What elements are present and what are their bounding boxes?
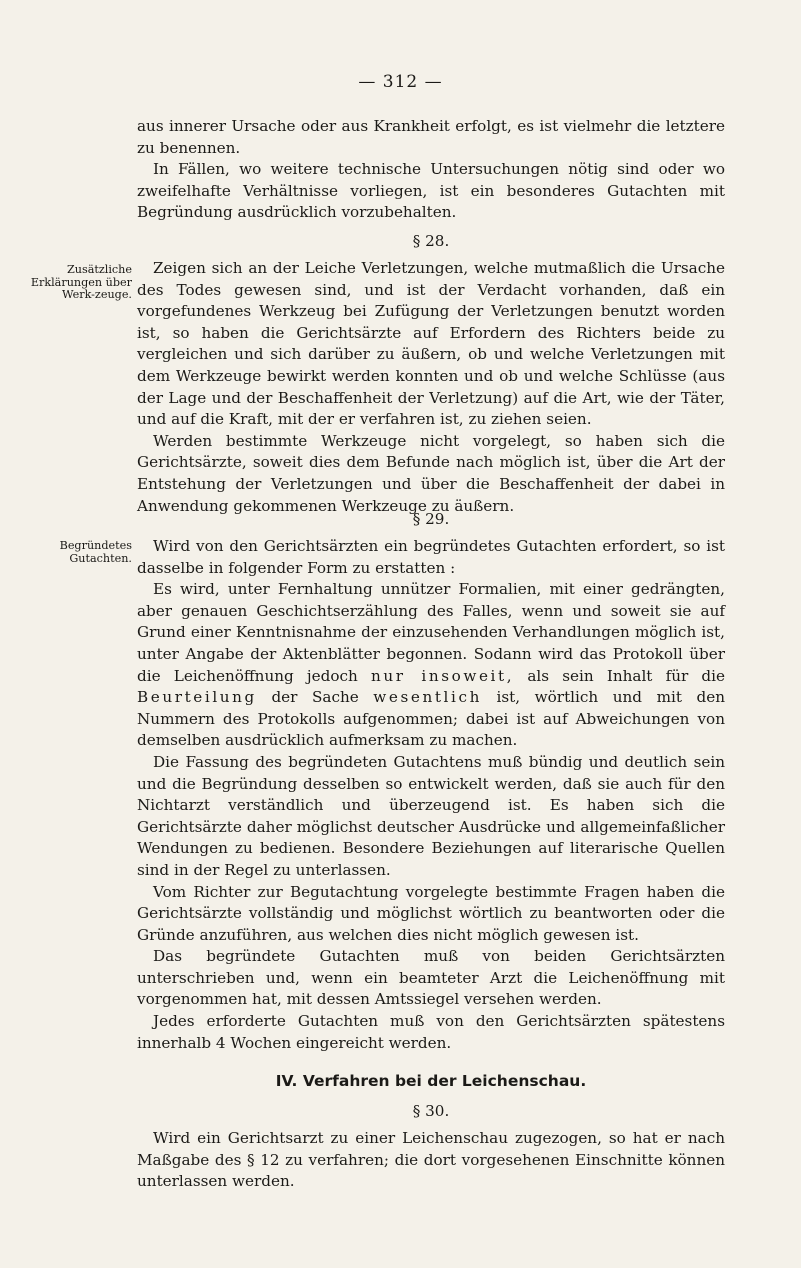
section-29-paragraph-2-part-d: ist, wörtlich und mit den Nummern des Protokolls aufgenommen; dabei ist auf Abweichungen von demselben ausdrücklich aufmerksam zu machen. <box>137 688 725 750</box>
section-30-paragraph-1: Wird ein Gerichtsarzt zu einer Leichenschau zugezogen, so hat er nach Maßgabe des § 12 zu verfahren; die dort vorgesehenen Einschnitte können unterlassen werden. <box>137 1129 725 1191</box>
section-29-paragraph-1: Wird von den Gerichtsärzten ein begründetes Gutachten erfordert, so ist dasselbe in folgender Form zu erstatten : <box>137 537 725 577</box>
emphasis-beurteilung: Beurteilung <box>137 688 257 707</box>
section-28-text <box>137 258 725 517</box>
section-28-heading: § 28. <box>412 232 450 250</box>
intro-text <box>137 116 725 224</box>
section-29-paragraph-3: Die Fassung des begründeten Gutachtens muß bündig und deutlich sein und die Begründung desselben so entwickelt werden, daß sie auch für den Nichtarzt verständlich und überzeugend ist. Es haben sich die Gerichtsärzte daher möglichst deutscher Ausdrücke und allgemeinfaßlicher Wendungen zu bedienen. Besondere Beziehungen auf literarische Quellen sind in der Regel zu unterlassen. <box>137 752 725 879</box>
emphasis-nur-insoweit: nur insoweit, <box>370 666 515 685</box>
emphasis-wesentlich: wesentlich <box>373 688 482 707</box>
page-number: — 312 — <box>358 72 443 92</box>
section-29-paragraph-2 <box>137 579 725 752</box>
section-29-paragraph-2-part-a: Es wird, unter Fernhaltung unnützer Formalien, mit einer gedrängten, aber genauen Geschichtserzählung des Falles, wenn und soweit sie auf Grund einer Kenntnisnahme der einzusehenden Verhandlungen möglich ist, unter Angabe der Aktenblätter begonnen. Sodann wird das Protokoll über die Leichenöffnung jedoch <box>137 580 725 685</box>
section-29-paragraph-4: Vom Richter zur Begutachtung vorgelegte bestimmte Fragen haben die Gerichtsärzte vollständig und möglichst wörtlich zu beantworten oder die Gründe anzuführen, aus welchen dies nicht möglich gewesen ist. <box>137 882 725 944</box>
section-30-heading: § 30. <box>412 1102 450 1120</box>
section-29-paragraph-6: Jedes erforderte Gutachten muß von den Gerichtsärzten spätestens innerhalb 4 Wochen eingereicht werden. <box>137 1012 725 1052</box>
section-29-paragraph-2-part-c: der Sache <box>271 688 359 707</box>
section-29-margin-note: Begründetes Gutachten. <box>59 539 132 565</box>
section-29-paragraph-2-part-b: als sein Inhalt für die <box>527 666 726 685</box>
section-28-paragraph-1: Zeigen sich an der Leiche Verletzungen, welche mutmaßlich die Ursache des Todes gewesen sind, und ist der Verdacht vorhanden, daß ein vorgefundenes Werkzeug bei Zufügung der Verletzungen benutzt worden ist, so haben die Gerichtsärzte auf Erfordern des Richters beide zu vergleichen und sich darüber zu äußern, ob und welche Verletzungen mit dem Werkzeuge bewirkt werden konnten und ob und welche Schlüsse (aus der Lage und der Beschaffenheit der Verletzung) auf die Art, wie der Täter, und auf die Kraft, mit der er verfahren ist, zu ziehen seien. <box>137 259 725 429</box>
chapter-4-heading: IV. Verfahren bei der Leichenschau. <box>275 1072 587 1090</box>
section-30-text <box>137 1128 725 1193</box>
section-28-margin-note: Zusätzliche Erklärungen über Werk-zeuge. <box>30 263 132 301</box>
intro-paragraph-2: In Fällen, wo weitere technische Untersuchungen nötig sind oder wo zweifelhafte Verhältnisse vorliegen, ist ein besonderes Gutachten mit Begründung ausdrücklich vorzubehalten. <box>137 160 725 222</box>
section-28-paragraph-2: Werden bestimmte Werkzeuge nicht vorgelegt, so haben sich die Gerichtsärzte, soweit dies dem Befunde nach möglich ist, über die Art der Entstehung der Verletzungen und über die Beschaffenheit der dabei in Anwendung gekommenen Werkzeuge zu äußern. <box>137 431 725 515</box>
section-29-heading: § 29. <box>412 510 450 528</box>
section-29-paragraph-5: Das begründete Gutachten muß von beiden Gerichtsärzten unterschrieben und, wenn ein beamteter Arzt die Leichenöffnung mit vorgenommen hat, mit dessen Amtssiegel versehen werden. <box>137 947 725 1009</box>
section-29-text <box>137 536 725 1054</box>
intro-paragraph-1: aus innerer Ursache oder aus Krankheit erfolgt, es ist vielmehr die letztere zu benennen. <box>137 117 725 157</box>
